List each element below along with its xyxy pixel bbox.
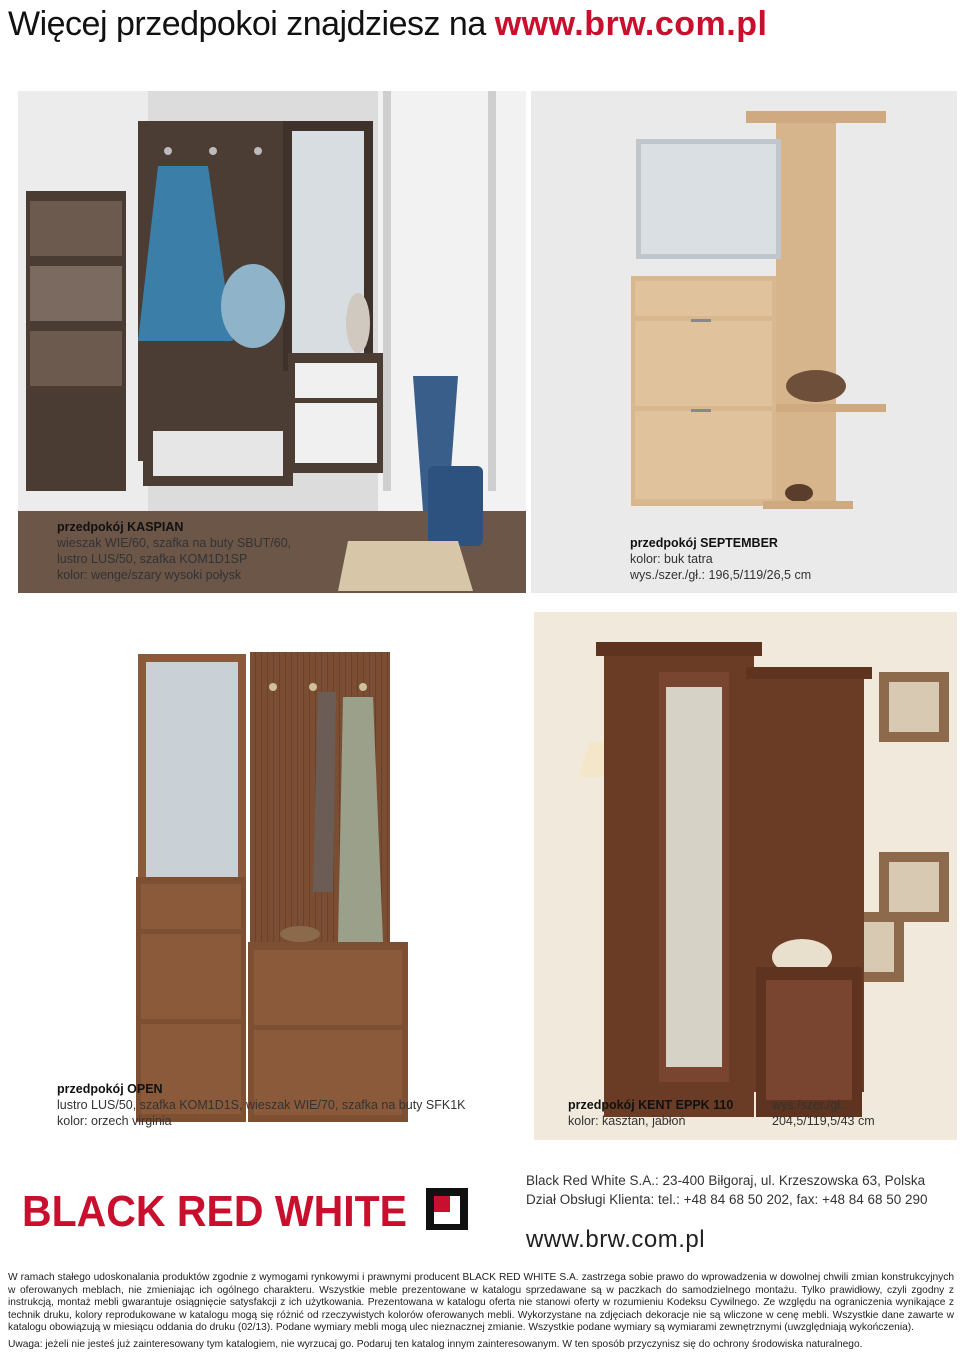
- caption-kent-dims: [772, 1097, 875, 1129]
- product-line1-open: lustro LUS/50, szafka KOM1D1S, wieszak WIE/70, szafka na buty SFK1K: [57, 1098, 466, 1112]
- product-dims-september: wys./szer./gł.: 196,5/119/26,5 cm: [630, 568, 812, 582]
- photo-kaspian: [18, 91, 526, 593]
- caption-september: [630, 535, 811, 583]
- open-illustration: [18, 612, 526, 1140]
- brw-logo-graphic: [22, 1188, 472, 1232]
- kaspian-illustration: [18, 91, 526, 593]
- brand-address: Black Red White S.A.: 23-400 Biłgoraj, ul. Krzeszowska 63, Polska: [526, 1173, 926, 1188]
- brand-service: Dział Obsługi Klienta: tel.: +48 84 68 50 202, fax: +48 84 68 50 290: [526, 1192, 928, 1207]
- september-illustration: [531, 91, 957, 593]
- kent-illustration: [534, 612, 957, 1140]
- product-title-kaspian: przedpokój KASPIAN: [57, 520, 184, 534]
- brw-logo: [22, 1188, 472, 1232]
- brand-address-block: [526, 1171, 928, 1209]
- product-color-kaspian: kolor: wenge/szary wysoki połysk: [57, 568, 242, 582]
- header-lead-text: Więcej przedpokoi znajdziesz na: [8, 5, 486, 43]
- product-title-kent: przedpokój KENT EPPK 110: [568, 1098, 734, 1112]
- caption-kent: [568, 1097, 733, 1129]
- product-line2-kaspian: lustro LUS/50, szafka KOM1D1SP: [57, 552, 248, 566]
- photo-kent: [534, 612, 957, 1140]
- logo-text: BLACK RED WHITE: [22, 1188, 407, 1232]
- product-color-september: kolor: buk tatra: [630, 552, 713, 566]
- footer-note: Uwaga: jeżeli nie jesteś już zainteresowany tym katalogiem, nie wyrzucaj go. Podaruj ten katalog innym zainteresowanym. W ten sposób przyczynisz się do ochrony środowiska naturalnego.: [8, 1339, 863, 1350]
- photo-september: [531, 91, 957, 593]
- product-color-kent: kolor: kasztan, jabłoń: [568, 1114, 686, 1128]
- brand-url-link[interactable]: www.brw.com.pl: [526, 1226, 706, 1253]
- product-title-september: przedpokój SEPTEMBER: [630, 536, 778, 550]
- product-color-open: kolor: orzech virginia: [57, 1114, 172, 1128]
- product-dims-label-kent: wys./szer./gł.:: [772, 1098, 848, 1112]
- product-line1-kaspian: wieszak WIE/60, szafka na buty SBUT/60,: [57, 536, 292, 550]
- caption-open: [57, 1081, 466, 1129]
- product-title-open: przedpokój OPEN: [57, 1082, 163, 1096]
- photo-open: [18, 612, 526, 1140]
- product-dims-value-kent: 204,5/119,5/43 cm: [772, 1114, 875, 1128]
- caption-kaspian: [57, 519, 291, 583]
- header-url-link[interactable]: www.brw.com.pl: [494, 5, 768, 43]
- disclaimer-text: W ramach stałego udoskonalania produktów zgodnie z wymogami rynkowymi i prawnymi producent BLACK RED WHITE S.A. zastrzega sobie prawo do wprowadzenia w dowolnej chwili zmian konstrukcyjnych w oferowanych meblach, nie zmieniając ich ogólnego charakteru. Wszystkie meble prezentowane w katalogu sprzedawane są w paczkach do samodzielnego montażu. Tylko prawidłowy, czyli zgodny z instrukcją, montaż mebli gwarantuje osiągnięcie satysfakcji z ich użytkowania. Prezentowana w katalogu oferta nie stanowi oferty w rozumieniu Kodeksu Cywilnego. Ze względu na ograniczenia wynikające z technik druku, kolory reprodukowane w katalogu mogą się różnić od rzeczywistych kolorów oferowanych mebli. Wykorzystane na zdjęciach dekoracje nie są wliczone w cenę mebli. Wszystkie dane zawarte w katalogu obowiązują w miesiącu oddania do druku (02/13). Podane wymiary mebli mogą ulec nieznacznej zmianie. Wszystkie podane wymiary są wymiarami zewnętrznymi (uwzględniają wykończenia).: [8, 1272, 954, 1334]
- page-header: [8, 4, 767, 44]
